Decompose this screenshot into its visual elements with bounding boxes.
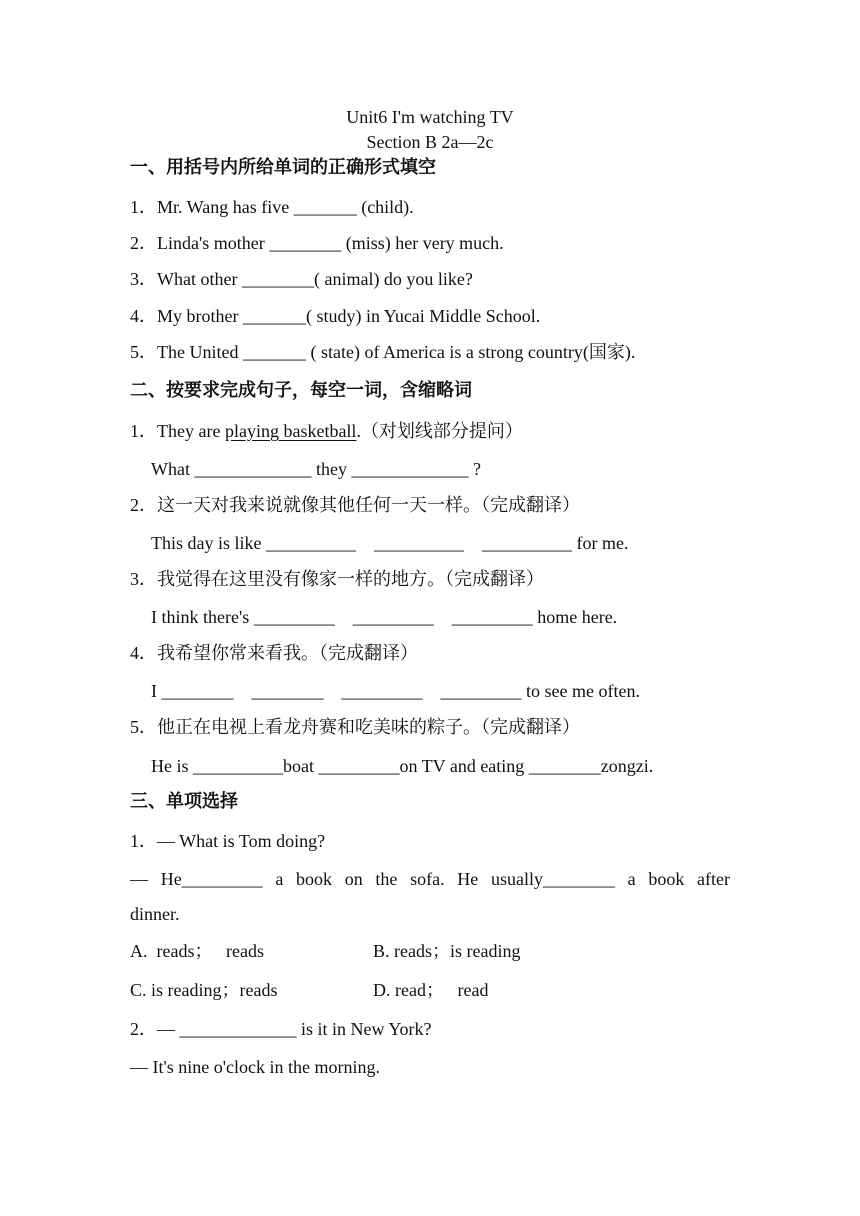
section-1-item-3: 3．What other ________( animal) do you like? [130, 269, 473, 289]
item-suffix: .（对划线部分提问） [356, 421, 523, 441]
question-1-response-continued: dinner. [130, 904, 180, 924]
underlined-phrase: playing basketball [224, 421, 357, 441]
question-1-option-a: A. reads； reads [130, 941, 264, 961]
item-prefix: 1．They are [130, 421, 225, 441]
question-1-prompt: 1．— What is Tom doing? [130, 831, 326, 851]
section-2-heading: 二、按要求完成句子，每空一词，含缩略词 [130, 380, 472, 401]
section-2-answer-2: This day is like __________ __________ __________ for me. [151, 533, 629, 553]
section-3-heading: 三、单项选择 [130, 791, 238, 812]
title: Unit6 I'm watching TV [346, 107, 514, 127]
section-1-item-2: 2．Linda's mother ________ (miss) her very much. [130, 233, 504, 253]
section-2-answer-5: He is __________boat _________on TV and eating ________zongzi. [151, 756, 654, 776]
question-2-response: — It's nine o'clock in the morning. [130, 1057, 380, 1077]
question-1-option-b: B. reads；is reading [373, 941, 521, 961]
question-1-option-d: D. read； read [373, 980, 489, 1000]
section-1-heading: 一、用括号内所给单词的正确形式填空 [130, 157, 436, 178]
section-1-item-1: 1．Mr. Wang has five _______ (child). [130, 197, 414, 217]
section-2-answer-1: What _____________ they _____________ ? [151, 459, 481, 479]
section-2-item-2: 2．这一天对我来说就像其他任何一天一样。（完成翻译） [130, 495, 580, 515]
question-1-response: — He_________ a book on the sofa. He usually________ a book after [130, 869, 730, 889]
section-2-item-5: 5．他正在电视上看龙舟赛和吃美味的粽子。（完成翻译） [130, 717, 580, 737]
section-2-item-4: 4．我希望你常来看我。（完成翻译） [130, 643, 418, 663]
section-1-item-5: 5．The United _______ ( state) of America is a strong country(国家). [130, 342, 636, 362]
section-2-answer-3: I think there's _________ _________ _________ home here. [151, 607, 618, 627]
section-2-answer-4: I ________ ________ _________ _________ to see me often. [151, 681, 640, 701]
question-2-prompt: 2．— _____________ is it in New York? [130, 1019, 432, 1039]
section-2-item-1 [130, 420, 523, 442]
section-2-item-3: 3．我觉得在这里没有像家一样的地方。（完成翻译） [130, 569, 544, 589]
question-1-option-c: C. is reading；reads [130, 980, 278, 1000]
section-1-item-4: 4．My brother _______( study) in Yucai Middle School. [130, 306, 541, 326]
subtitle: Section B 2a—2c [366, 132, 494, 152]
